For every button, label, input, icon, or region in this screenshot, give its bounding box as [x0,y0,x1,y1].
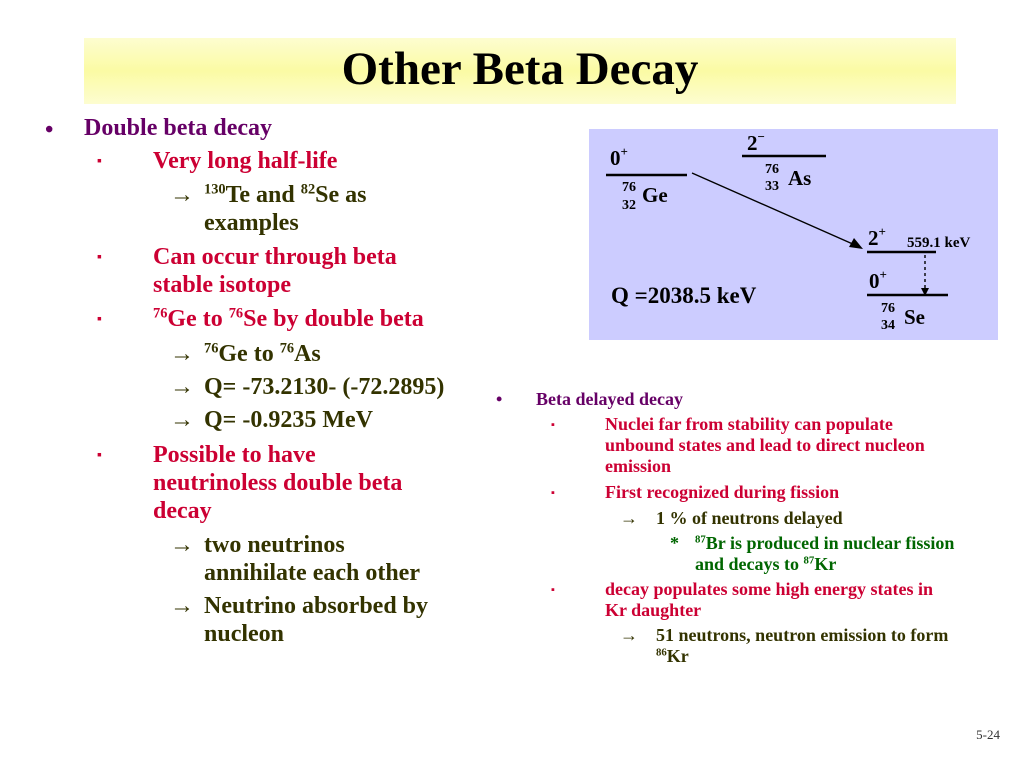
arrow-icon: → [170,341,194,367]
bullet-dot: • [45,117,54,143]
se-excited-spin-label: 2+ [868,224,886,250]
ge-mass-number: 76 [622,180,636,195]
as-mass-number: 76 [765,162,779,177]
se-excited-energy: 559.1 keV [907,235,971,251]
arrow-icon: → [170,182,194,208]
bullet-ge-to-as: $^{76}$Ge to $^{76}$As [204,340,321,367]
bullet-q-value: Q= -0.9235 MeV [204,407,373,433]
bullet-te-se-examples: $^{130}$Te and $^{82}$Se as examples [204,181,367,236]
bullet-high-energy-states: decay populates some high energy states in Kr daughter [605,579,933,620]
bullet-square: ▪ [97,154,102,169]
ge-symbol: Ge [642,183,668,207]
bullet-neutrons-delayed: 1 % of neutrons delayed [656,508,843,528]
ge-spin-label: 0+ [610,144,628,170]
bullet-square: ▪ [551,419,555,431]
double-beta-arrowhead [849,238,863,249]
decay-scheme-svg [589,129,998,340]
decay-scheme-diagram [589,129,998,340]
bullet-beta-delayed: Beta delayed decay [536,389,683,409]
bullet-nuclei-far: Nuclei far from stability can populate unbound states and lead to direct nucleon emission [605,414,925,476]
arrow-icon: → [170,374,194,400]
se-symbol: Se [904,305,925,329]
as-atomic-number: 33 [765,179,779,194]
bullet-51-neutrons: 51 neutrons, neutron emission to form $^{86}$Kr [656,625,949,666]
bullet-square: ▪ [97,312,102,327]
se-ground-spin-label: 0+ [869,267,887,293]
bullet-square: ▪ [551,584,555,596]
slide-title: Other Beta Decay [341,43,699,95]
se-atomic-number: 34 [881,318,895,333]
as-spin-label: 2− [747,129,765,155]
arrow-icon: → [170,407,194,433]
bullet-annihilate: two neutrinos annihilate each other [204,532,420,586]
bullet-neutrinoless: Possible to have neutrinoless double beta decay [153,442,403,524]
q-value-label: Q =2038.5 keV [611,283,757,308]
as-symbol: As [788,166,812,190]
bullet-q-calc: Q= -73.2130- (-72.2895) [204,374,445,400]
star-bullet: * [670,533,679,553]
page-number: 5-24 [976,727,1000,742]
bullet-absorbed: Neutrino absorbed by nucleon [204,593,429,647]
arrow-icon: → [170,593,194,619]
arrow-icon: → [620,508,638,528]
arrow-icon: → [620,625,638,645]
bullet-beta-stable: Can occur through beta stable isotope [153,244,397,298]
bullet-square: ▪ [97,250,102,265]
bullet-half-life: Very long half-life [153,148,338,174]
se-mass-number: 76 [881,301,895,316]
arrow-icon: → [170,532,194,558]
title-band [84,38,956,104]
ge-atomic-number: 32 [622,198,636,213]
bullet-square: ▪ [97,448,102,463]
bullet-double-beta: Double beta decay [84,115,272,141]
bullet-br-kr: $^{87}$Br is produced in nuclear fission and decays to $^{87}$Kr [695,533,955,574]
bullet-fission: First recognized during fission [605,482,840,502]
bullet-dot: • [496,389,503,409]
bullet-ge-to-se: $^{76}$Ge to $^{76}$Se by double beta [153,305,424,332]
bullet-square: ▪ [551,487,555,499]
